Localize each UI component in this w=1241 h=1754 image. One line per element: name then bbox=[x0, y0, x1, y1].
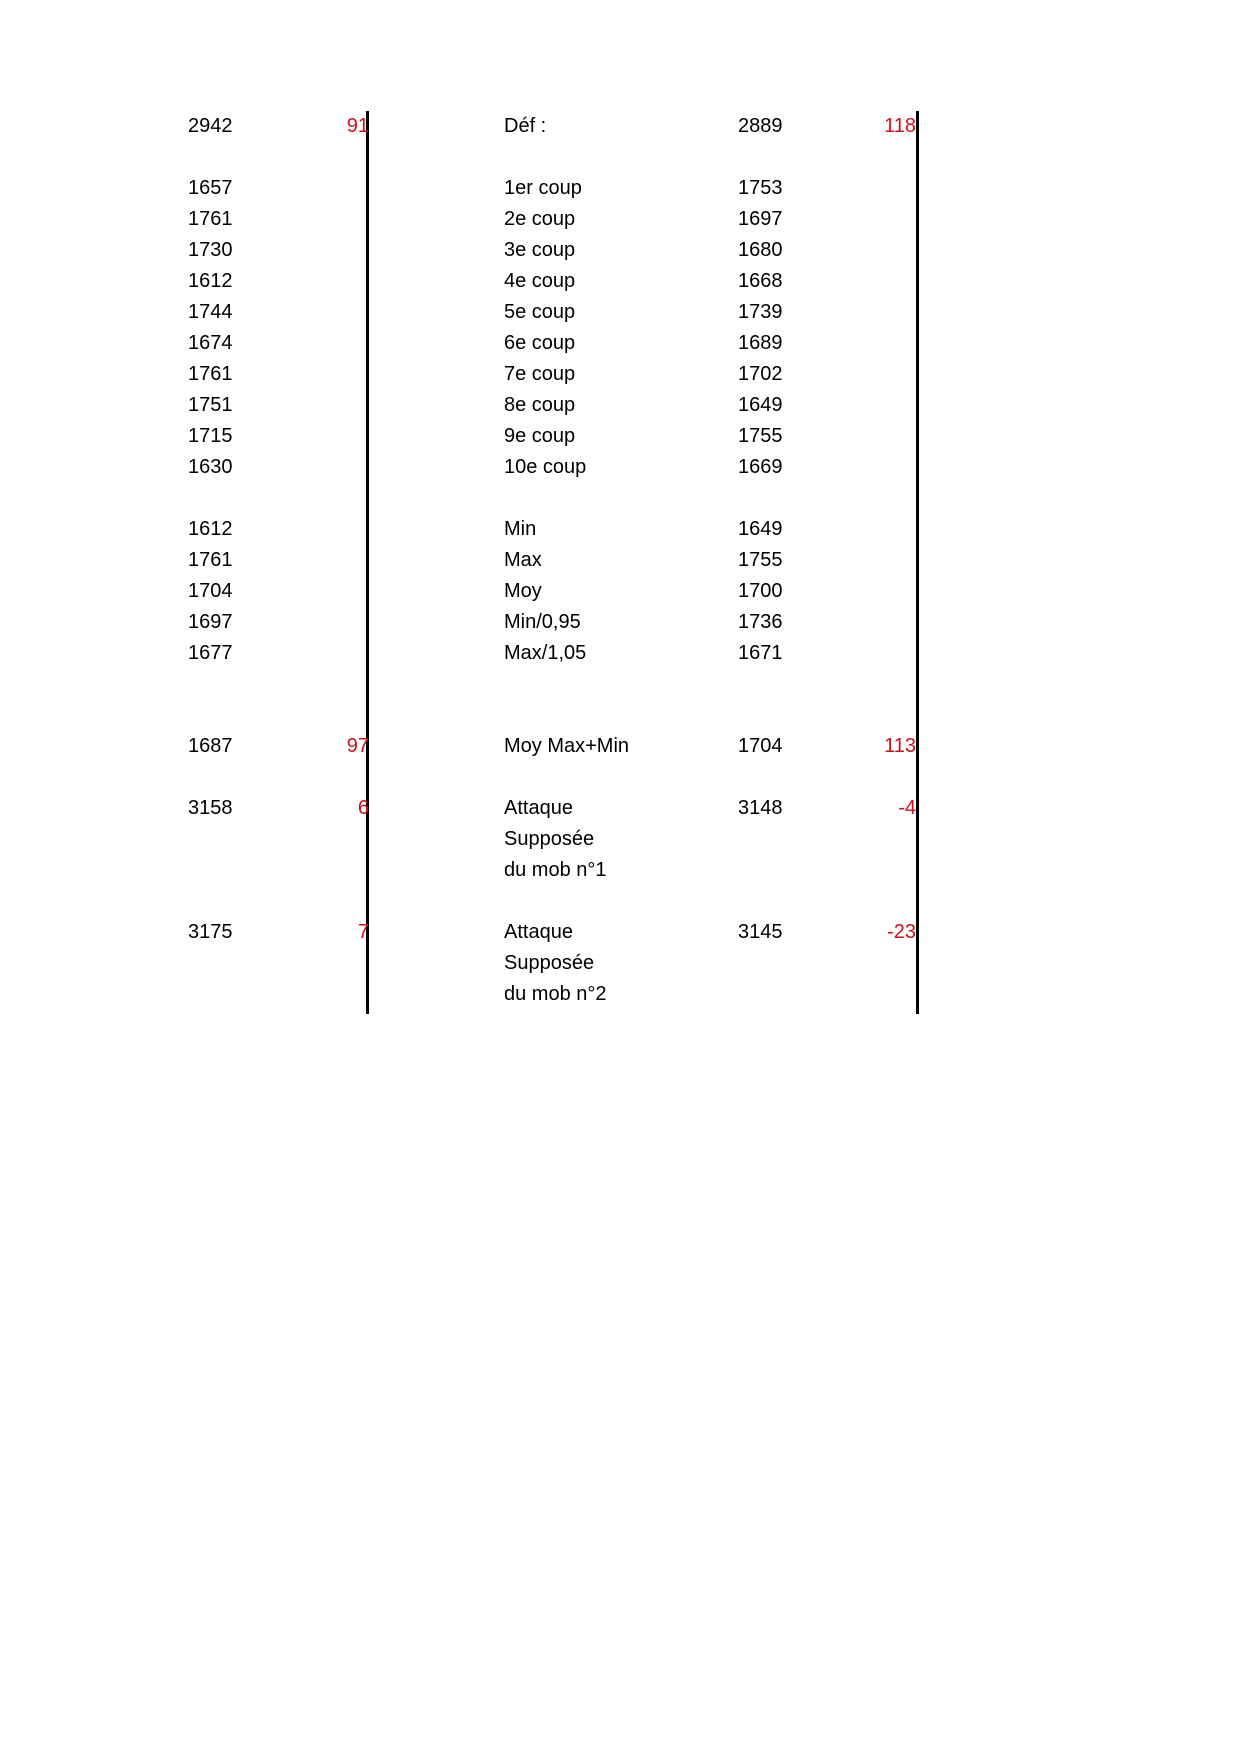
left-value: 1697 bbox=[188, 611, 233, 633]
left-value: 1657 bbox=[188, 177, 233, 199]
table-row bbox=[0, 793, 1241, 824]
table-row bbox=[0, 979, 1241, 1010]
row-label: Min bbox=[504, 518, 537, 540]
row-label: 3e coup bbox=[504, 239, 576, 261]
right-value: 1649 bbox=[738, 394, 783, 416]
left-value: 1630 bbox=[188, 456, 233, 478]
row-label: 2e coup bbox=[504, 208, 576, 230]
table-row bbox=[0, 514, 1241, 545]
row-label: Supposée bbox=[504, 952, 595, 974]
left-value: 1751 bbox=[188, 394, 233, 416]
left-value: 1761 bbox=[188, 208, 233, 230]
right-value: 1755 bbox=[738, 549, 783, 571]
right-value: 2889 bbox=[738, 115, 783, 137]
row-label: du mob n°1 bbox=[504, 859, 607, 881]
row-label: Max/1,05 bbox=[504, 642, 587, 664]
table-row bbox=[0, 235, 1241, 266]
left-value: 1612 bbox=[188, 270, 233, 292]
table-row bbox=[0, 948, 1241, 979]
table-row bbox=[0, 731, 1241, 762]
right-value: 1697 bbox=[738, 208, 783, 230]
left-delta: 91 bbox=[346, 115, 369, 137]
table-row bbox=[0, 204, 1241, 235]
left-value: 1761 bbox=[188, 363, 233, 385]
left-value: 1761 bbox=[188, 549, 233, 571]
table-row bbox=[0, 390, 1241, 421]
row-label: du mob n°2 bbox=[504, 983, 607, 1005]
left-value: 3175 bbox=[188, 921, 233, 943]
table-row bbox=[0, 421, 1241, 452]
table-row bbox=[0, 545, 1241, 576]
left-value: 1677 bbox=[188, 642, 233, 664]
row-label: 5e coup bbox=[504, 301, 576, 323]
right-value: 1680 bbox=[738, 239, 783, 261]
table-row bbox=[0, 173, 1241, 204]
row-label: Moy Max+Min bbox=[504, 735, 630, 757]
right-value: 3145 bbox=[738, 921, 783, 943]
row-label: 6e coup bbox=[504, 332, 576, 354]
table-row bbox=[0, 359, 1241, 390]
row-label: Min/0,95 bbox=[504, 611, 581, 633]
left-value: 1730 bbox=[188, 239, 233, 261]
right-value: 1700 bbox=[738, 580, 783, 602]
left-value: 1704 bbox=[188, 580, 233, 602]
row-label: 7e coup bbox=[504, 363, 576, 385]
left-value: 2942 bbox=[188, 115, 233, 137]
table-row bbox=[0, 855, 1241, 886]
table-row bbox=[0, 638, 1241, 669]
right-value: 1671 bbox=[738, 642, 783, 664]
left-delta: 7 bbox=[357, 921, 369, 943]
row-label: 4e coup bbox=[504, 270, 576, 292]
table-row bbox=[0, 917, 1241, 948]
right-value: 1739 bbox=[738, 301, 783, 323]
right-delta: 113 bbox=[884, 735, 916, 757]
left-value: 1715 bbox=[188, 425, 233, 447]
row-label: 10e coup bbox=[504, 456, 587, 478]
row-label: 9e coup bbox=[504, 425, 576, 447]
right-value: 1753 bbox=[738, 177, 783, 199]
right-value: 1704 bbox=[738, 735, 783, 757]
left-value: 1687 bbox=[188, 735, 233, 757]
table-row bbox=[0, 824, 1241, 855]
left-value: 3158 bbox=[188, 797, 233, 819]
right-delta: -4 bbox=[898, 797, 916, 819]
row-label: Déf : bbox=[504, 115, 547, 137]
row-label: Moy bbox=[504, 580, 542, 602]
right-value: 1755 bbox=[738, 425, 783, 447]
left-value: 1612 bbox=[188, 518, 233, 540]
table-row bbox=[0, 266, 1241, 297]
right-delta: 118 bbox=[884, 115, 916, 137]
row-label: Attaque bbox=[504, 921, 573, 943]
left-value: 1674 bbox=[188, 332, 233, 354]
table-row bbox=[0, 576, 1241, 607]
right-value: 1689 bbox=[738, 332, 783, 354]
table-row bbox=[0, 328, 1241, 359]
table-row bbox=[0, 297, 1241, 328]
right-value: 1702 bbox=[738, 363, 783, 385]
row-label: Attaque bbox=[504, 797, 573, 819]
right-value: 1736 bbox=[738, 611, 783, 633]
right-value: 1669 bbox=[738, 456, 783, 478]
table-row bbox=[0, 452, 1241, 483]
left-delta: 97 bbox=[346, 735, 369, 757]
right-value: 1649 bbox=[738, 518, 783, 540]
row-label: Supposée bbox=[504, 828, 595, 850]
row-label: 1er coup bbox=[504, 177, 582, 199]
row-label: 8e coup bbox=[504, 394, 576, 416]
right-value: 1668 bbox=[738, 270, 783, 292]
row-label: Max bbox=[504, 549, 542, 571]
left-value: 1744 bbox=[188, 301, 233, 323]
right-value: 3148 bbox=[738, 797, 783, 819]
right-delta: -23 bbox=[887, 921, 916, 943]
table-row bbox=[0, 607, 1241, 638]
left-delta: 6 bbox=[357, 797, 369, 819]
table-row bbox=[0, 111, 1241, 142]
